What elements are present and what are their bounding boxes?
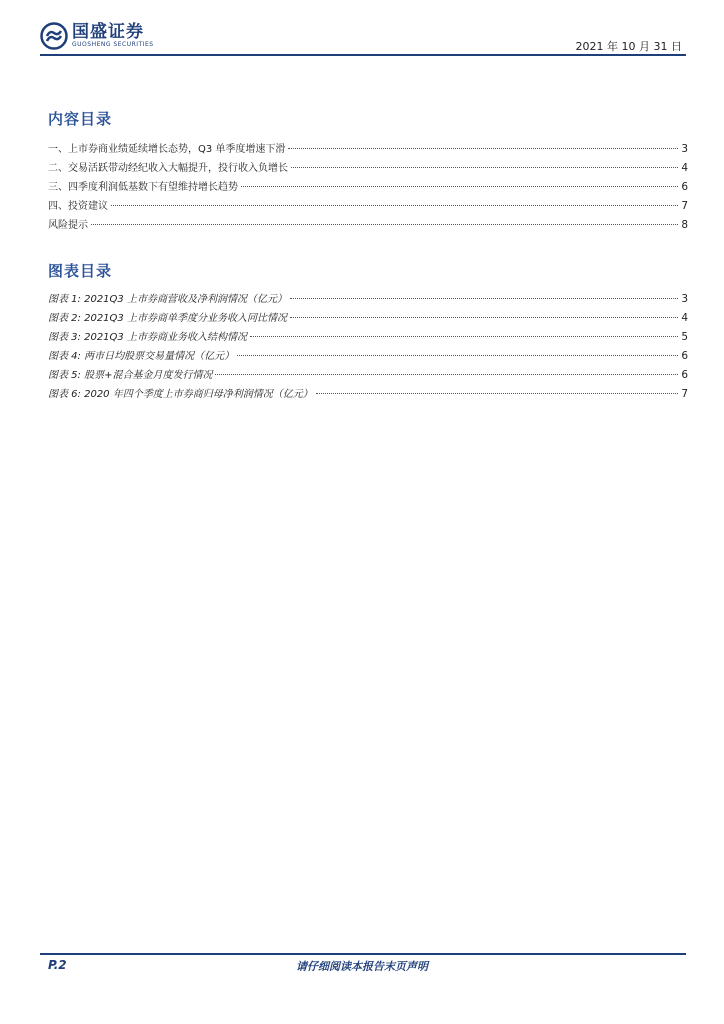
figure-item-page: 7 xyxy=(681,388,688,400)
figure-item-page: 6 xyxy=(681,369,688,381)
figure-item-label: 图表 2: 2021Q3 上市券商单季度分业务收入同比情况 xyxy=(48,313,287,324)
page-header xyxy=(40,18,686,56)
disclaimer-note: 请仔细阅读本报告末页声明 xyxy=(296,960,428,973)
toc-leader-dots xyxy=(215,374,678,375)
toc-item-page: 6 xyxy=(681,181,688,193)
toc-item-page: 8 xyxy=(681,219,688,231)
toc-leader-dots xyxy=(91,224,678,225)
logo-icon xyxy=(40,22,68,50)
toc-leader-dots xyxy=(290,317,678,318)
toc-item[interactable] xyxy=(48,216,688,235)
toc-leader-dots xyxy=(316,393,679,394)
toc-item-page: 3 xyxy=(681,143,688,155)
figure-item-page: 5 xyxy=(681,331,688,343)
toc-item-page: 7 xyxy=(681,200,688,212)
contents-title: 内容目录 xyxy=(48,110,113,128)
toc-item-label: 风险提示 xyxy=(48,220,88,231)
header-divider xyxy=(40,54,686,56)
toc-item[interactable] xyxy=(48,197,688,216)
toc-item-label: 三、四季度利润低基数下有望维持增长趋势 xyxy=(48,182,238,193)
figure-item-page: 4 xyxy=(681,312,688,324)
toc-leader-dots xyxy=(241,186,678,187)
toc-leader-dots xyxy=(250,336,678,337)
toc-item-label: 四、投资建议 xyxy=(48,201,108,212)
figure-item-label: 图表 1: 2021Q3 上市券商营收及净利润情况（亿元） xyxy=(48,294,287,305)
toc-item[interactable] xyxy=(48,159,688,178)
toc-item[interactable] xyxy=(48,178,688,197)
logo-english-name: GUOSHENG SECURITIES xyxy=(72,41,154,48)
figure-item-label: 图表 6: 2020 年四个季度上市券商归母净利润情况（亿元） xyxy=(48,389,313,400)
contents-list xyxy=(48,140,688,235)
figures-list xyxy=(48,290,688,404)
page-number: P.2 xyxy=(48,958,67,972)
figure-item-page: 6 xyxy=(681,350,688,362)
toc-leader-dots xyxy=(111,205,678,206)
figures-title: 图表目录 xyxy=(48,262,113,280)
figure-item[interactable] xyxy=(48,290,688,309)
toc-leader-dots xyxy=(288,148,678,149)
toc-item-label: 二、交易活跃带动经纪收入大幅提升，投行收入负增长 xyxy=(48,163,288,174)
figure-item-label: 图表 3: 2021Q3 上市券商业务收入结构情况 xyxy=(48,332,247,343)
figure-item[interactable] xyxy=(48,309,688,328)
logo-chinese-name: 国盛证券 xyxy=(72,22,144,42)
figure-item[interactable] xyxy=(48,328,688,347)
figure-item-page: 3 xyxy=(681,293,688,305)
footer-divider xyxy=(40,953,686,955)
company-logo xyxy=(40,22,154,50)
toc-leader-dots xyxy=(291,167,678,168)
report-date: 2021 年 10 月 31 日 xyxy=(575,40,682,53)
figure-item-label: 图表 4: 两市日均股票交易量情况（亿元） xyxy=(48,351,235,362)
toc-item[interactable] xyxy=(48,140,688,159)
figure-item[interactable] xyxy=(48,347,688,366)
figure-item[interactable] xyxy=(48,385,688,404)
toc-item-label: 一、上市券商业绩延续增长态势，Q3 单季度增速下滑 xyxy=(48,144,286,155)
figure-item-label: 图表 5: 股票+混合基金月度发行情况 xyxy=(48,370,213,381)
figure-item[interactable] xyxy=(48,366,688,385)
toc-leader-dots xyxy=(290,298,678,299)
toc-leader-dots xyxy=(237,355,678,356)
toc-item-page: 4 xyxy=(681,162,688,174)
